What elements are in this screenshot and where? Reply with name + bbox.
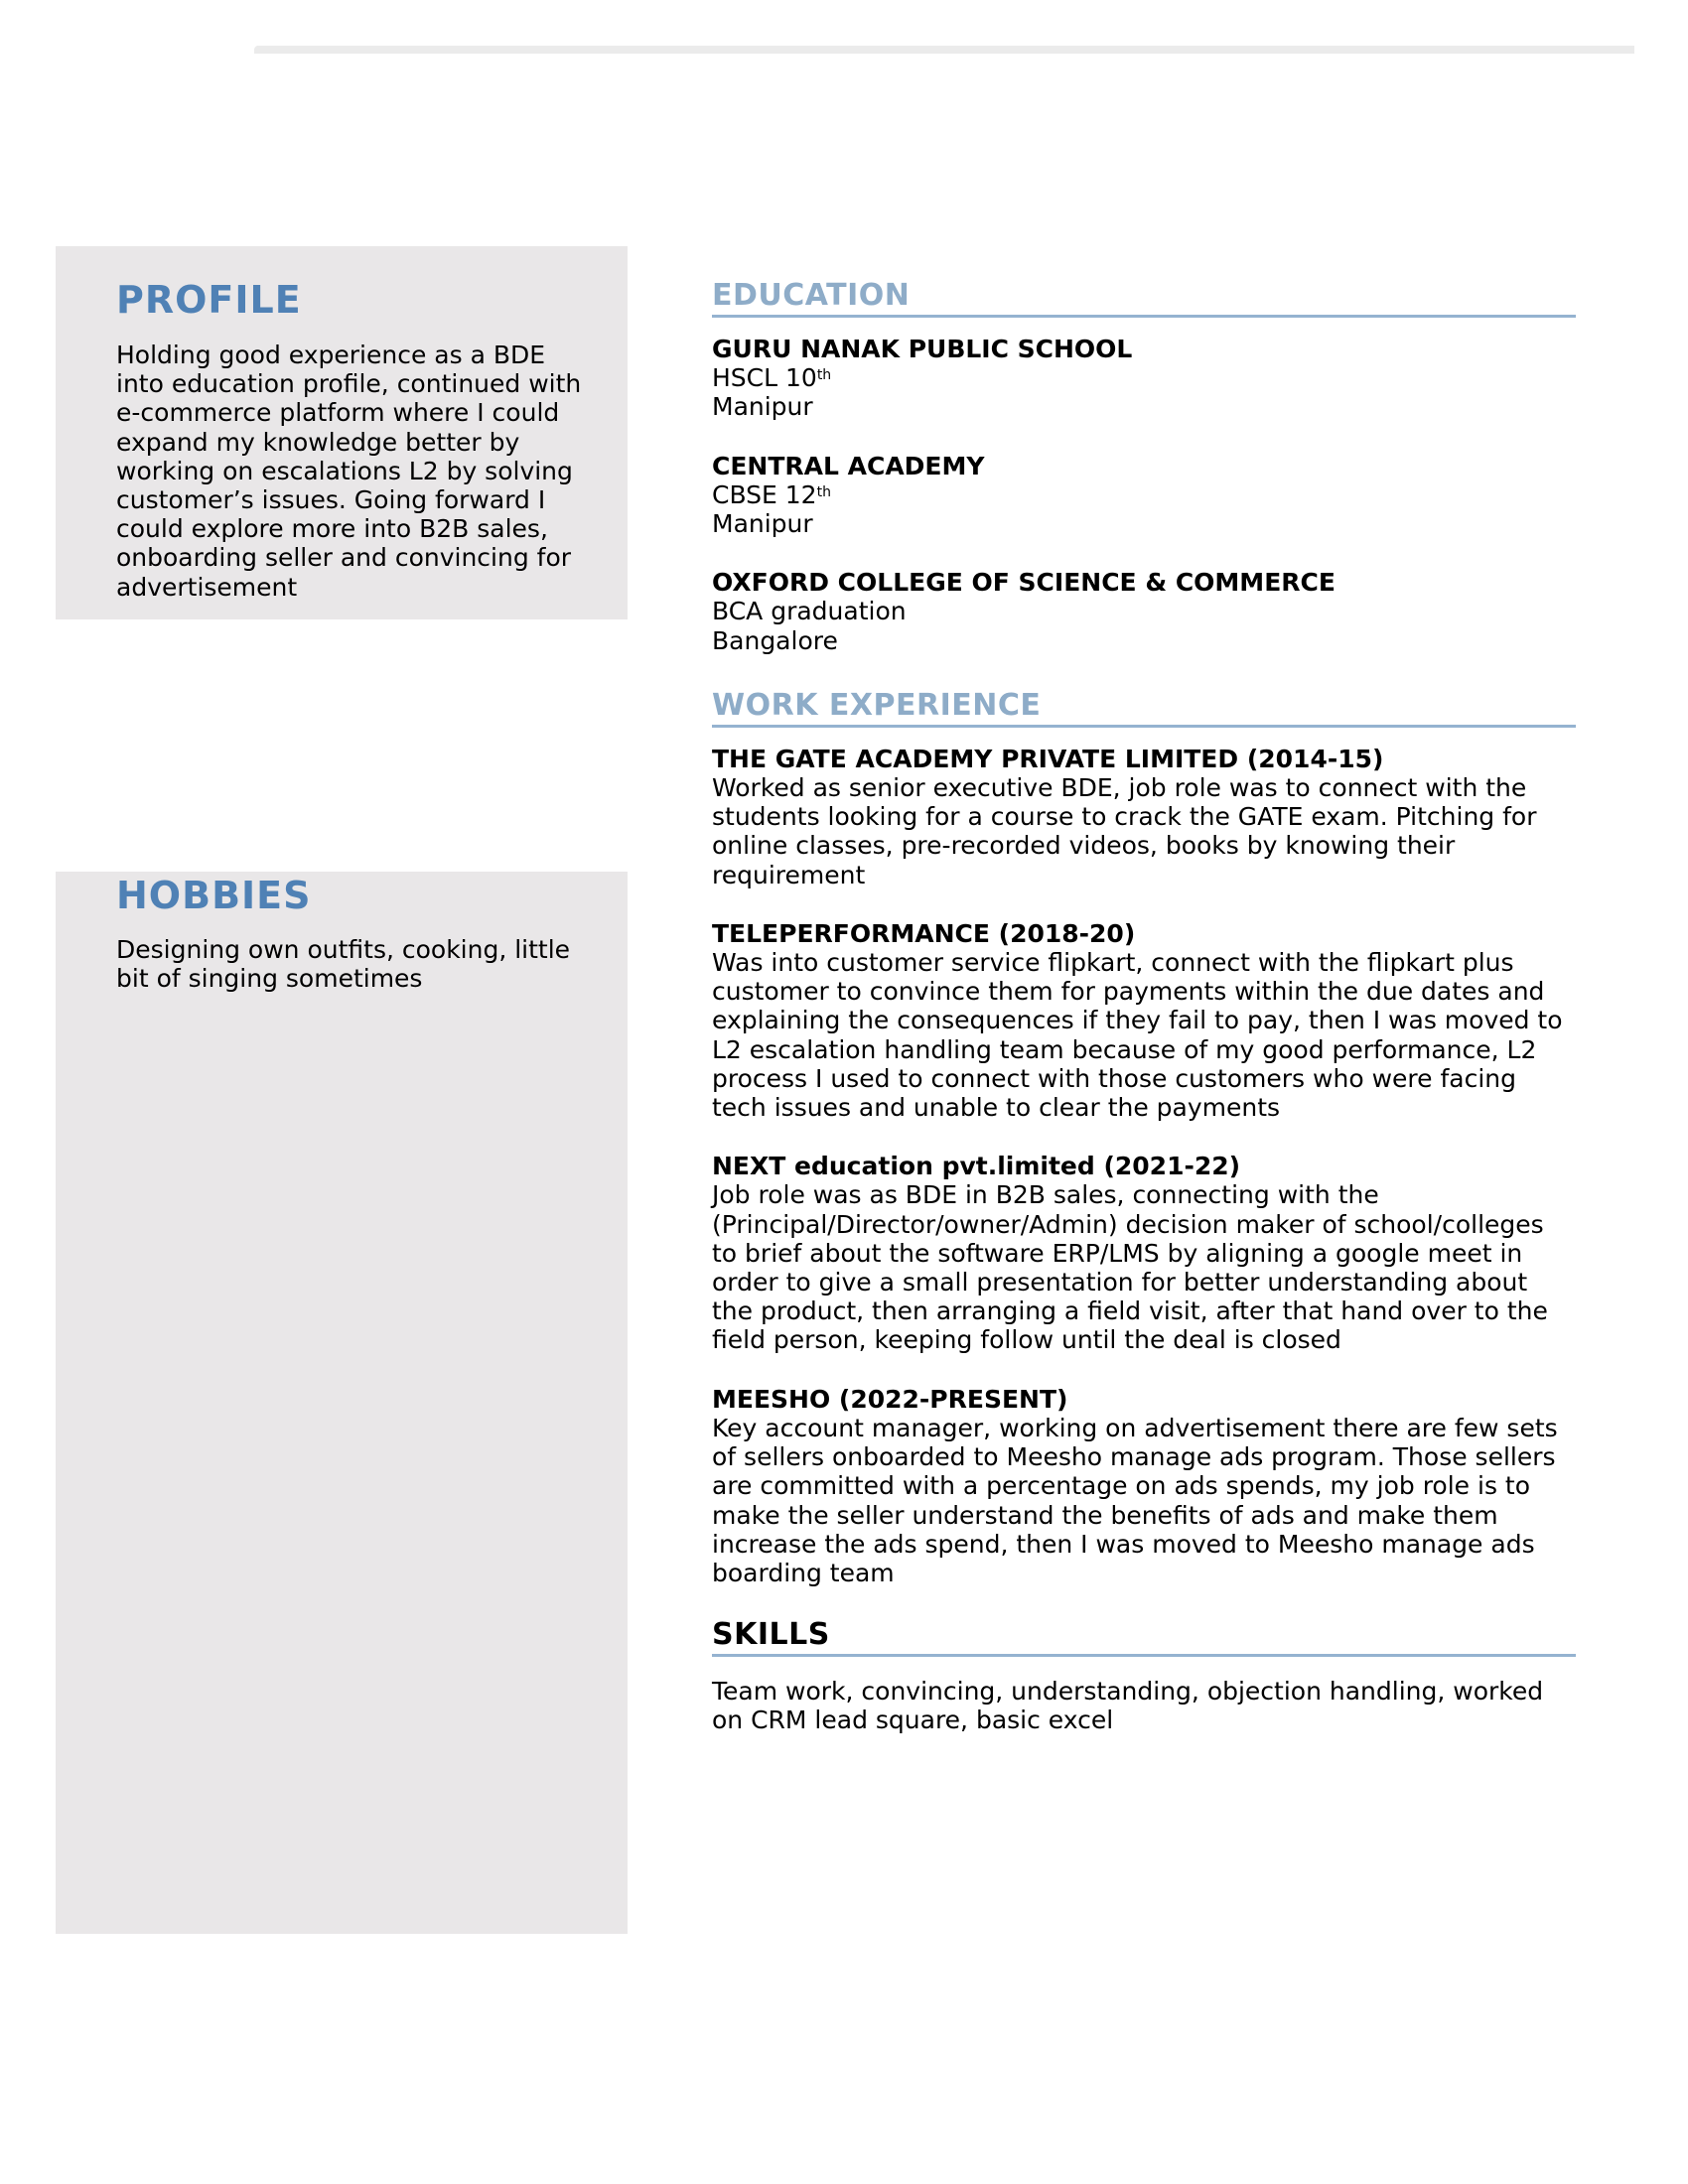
job-title: MEESHO (2022-PRESENT) [712, 1384, 1068, 1414]
hobbies-text: Designing own outfits, cooking, little bit of singing sometimes [116, 935, 571, 994]
school-name: OXFORD COLLEGE OF SCIENCE & COMMERCE [712, 568, 1336, 598]
education-heading: EDUCATION [712, 278, 1576, 318]
sidebar-panel-hobbies [56, 872, 628, 1934]
work-entry [712, 1385, 1576, 1587]
qualification: BCA graduation [712, 597, 907, 626]
job-title: TELEPERFORMANCE (2018-20) [712, 918, 1136, 948]
education-entry [712, 335, 1576, 422]
job-description: Job role was as BDE in B2B sales, connecting with the (Principal/Director/owner/Admin) decision maker of school/colleges to brief about the software ERP/LMS by aligning a google meet in order to give a small presentation for better understanding about the product, then arranging a field visit, after that hand over to the field person, keeping follow until the deal is closed [712, 1180, 1548, 1355]
header-rule [254, 46, 1634, 54]
qualification: CBSE 12th [712, 479, 831, 509]
school-location: Bangalore [712, 625, 838, 655]
school-name: GURU NANAK PUBLIC SCHOOL [712, 335, 1133, 363]
job-description: Key account manager, working on advertisement there are few sets of sellers onboarded to Meesho manage ads program. Those sellers are committed with a percentage on ads spends, my job role is to make the seller understand the benefits of ads and make them increase the ads spend, then I was moved to Meesho manage ads boarding team [712, 1413, 1558, 1587]
skills-heading: SKILLS [712, 1617, 1576, 1657]
work-entry [712, 745, 1576, 889]
sidebar-gap [56, 619, 586, 872]
work-entry [712, 1152, 1576, 1354]
school-location: Manipur [712, 509, 813, 539]
job-title: NEXT education pvt.limited (2021-22) [712, 1152, 1241, 1181]
education-entry [712, 452, 1576, 539]
profile-text: Holding good experience as a BDE into education profile, continued with e-commerce platform where I could expand my knowledge better by working on escalations L2 by solving customer’s issues. Going forward I could explore more into B2B sales, onboarding seller and convincing for advertisement [116, 341, 582, 602]
job-description: Was into customer service flipkart, connect with the flipkart plus customer to convince them for payments within the due dates and explaining the consequences if they fail to pay, then I was moved to L2 escalation handling team because of my good performance, L2 process I used to connect with those customers who were facing tech issues and unable to clear the payments [712, 948, 1563, 1123]
main-column [712, 278, 1576, 1735]
school-location: Manipur [712, 392, 813, 422]
work-entry [712, 919, 1576, 1122]
education-entry [712, 568, 1576, 655]
work-experience-heading: WORK EXPERIENCE [712, 688, 1576, 728]
hobbies-heading: HOBBIES [116, 874, 312, 917]
skills-text: Team work, convincing, understanding, objection handling, worked on CRM lead square, basic excel [712, 1677, 1544, 1735]
school-name: CENTRAL ACADEMY [712, 451, 985, 480]
qualification: HSCL 10th [712, 363, 832, 393]
profile-heading: PROFILE [116, 278, 302, 322]
job-description: Worked as senior executive BDE, job role was to connect with the students looking for a course to crack the GATE exam. Pitching for online classes, pre-recorded videos, books by knowing their requirement [712, 773, 1537, 889]
job-title: THE GATE ACADEMY PRIVATE LIMITED (2014-15) [712, 744, 1384, 773]
